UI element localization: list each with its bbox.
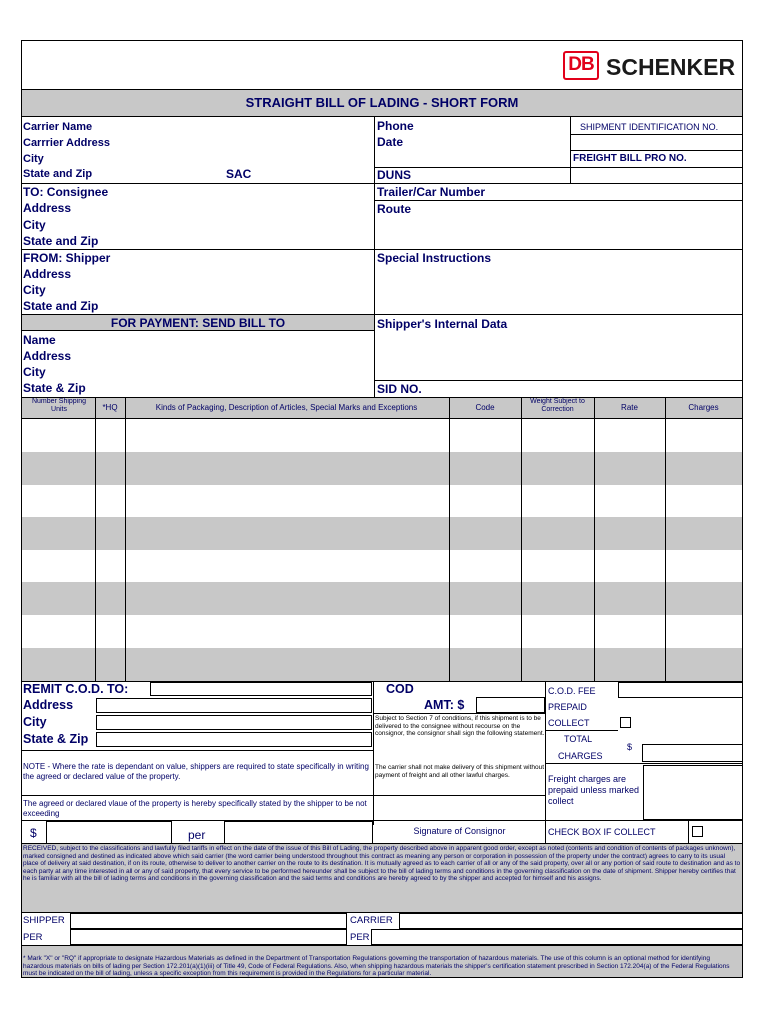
payment-title: FOR PAYMENT: SEND BILL TO (110, 316, 286, 330)
col-charges-header: Charges (688, 403, 719, 412)
shipper-signature-input[interactable] (70, 913, 347, 929)
declared-per-input[interactable] (224, 821, 373, 844)
table-row[interactable] (22, 452, 742, 485)
sid-label: SID NO. (377, 382, 422, 396)
per-label: per (188, 828, 206, 842)
cod-collect-checkbox[interactable] (620, 717, 631, 728)
shipper-state-zip-label: State and Zip (23, 299, 99, 313)
cod-label: COD (386, 682, 414, 696)
remit-cod-label: REMIT C.O.D. TO: (23, 682, 129, 696)
special-instructions-label: Special Instructions (377, 251, 492, 265)
freight-bill-label: FREIGHT BILL PRO NO. (573, 153, 687, 164)
col-weight-header: Weight Subject to Correction (530, 398, 585, 413)
payment-address-label: Address (23, 349, 72, 363)
footnote-text: * Mark "X" or "RQ" if appropriate to designate Hazardous Materials as defined in the Department of Transportation Regulations governing the transportation of hazardous materials. The use of this column is an optional method for identifying hazardous materials on bills of lading per Section 172.201(a)(1)(iii) of Title 49, Code of Federal Regulations. Also, when shipping hazardous materials the shipper's certification statement prescribed in Section 172.204(a) of the Federal Regulations must be indicated on the bill of lading, unless a specific exception from this requirement is provided in the Regulations for a particular material. (23, 955, 730, 977)
carrier-city-label: City (23, 153, 44, 165)
col-kinds-header: Kinds of Packaging, Description of Articles, Special Marks and Exceptions (155, 403, 418, 412)
table-row[interactable] (22, 648, 742, 681)
db-logo-text: DB (568, 54, 594, 75)
cod-state-zip-input[interactable] (96, 732, 372, 747)
freight-charges-box[interactable] (643, 765, 742, 820)
shipper-signature-label: SHIPPER (23, 915, 65, 926)
declared-value-input[interactable] (46, 821, 172, 844)
collect-checkbox[interactable] (692, 826, 703, 837)
trailer-label: Trailer/Car Number (377, 185, 486, 199)
total-label: TOTAL (564, 734, 593, 744)
carrier-state-zip-label: State and Zip (23, 168, 93, 180)
cod-address-label: Address (23, 698, 74, 712)
shipper-per-input[interactable] (70, 929, 347, 945)
declared-value-note: The agreed or declared vlaue of the property is hereby specifically stated by the shipper to be not exceeding (23, 799, 367, 818)
shipper-city-label: City (23, 283, 46, 297)
consignor-signature-field[interactable] (374, 796, 545, 820)
cod-city-input[interactable] (96, 715, 372, 730)
consignee-to-label: TO: Consignee (23, 185, 109, 199)
shipment-id-label: SHIPMENT IDENTIFICATION NO. (580, 122, 719, 132)
table-row[interactable] (22, 517, 742, 550)
cod-fee-input[interactable] (618, 682, 742, 698)
carrier-address-label: Carrrier Address (23, 137, 111, 149)
db-logo-icon (563, 51, 599, 80)
cod-state-zip-label: State & Zip (23, 732, 89, 746)
carrier-per-label: PER (350, 932, 370, 943)
carrier-delivery-note: The carrier shall not make delivery of this shipment without payment of freight and all other lawful charges. (375, 764, 545, 779)
cod-fee-label: C.O.D. FEE (548, 686, 596, 696)
cod-amount-input[interactable] (476, 697, 545, 713)
payment-name-label: Name (23, 333, 56, 347)
rate-note: NOTE - Where the rate is dependant on value, shippers are required to state specifically in writing the agreed or declared value of the property. (23, 762, 369, 781)
payment-city-label: City (23, 365, 46, 379)
schenker-logo-text: SCHENKER (606, 54, 736, 80)
col-code-header: Code (475, 403, 495, 412)
cod-city-label: City (23, 715, 47, 729)
phone-label: Phone (377, 119, 414, 133)
carrier-per-input[interactable] (371, 929, 742, 945)
duns-label: DUNS (377, 168, 412, 182)
date-label: Date (377, 135, 404, 149)
consignee-address-label: Address (23, 201, 72, 215)
table-row[interactable] (22, 582, 742, 615)
freight-charges-note: Freight charges are prepaid unless marked collect (548, 774, 640, 806)
shipper-address-label: Address (23, 267, 72, 281)
section7-note: Subject to Section 7 of conditions, if this shipment is to be delivered to the consignee without recourse on the consignor, the consignor shall sign the following statement. (375, 715, 545, 738)
col-units-header: Number Shipping Units (31, 398, 87, 413)
col-hq-header: *HQ (102, 403, 118, 412)
carrier-name-label: Carrier Name (23, 121, 93, 133)
shipper-from-label: FROM: Shipper (23, 251, 111, 265)
declared-dollar-sign: $ (30, 826, 37, 840)
shipper-internal-label: Shipper's Internal Data (377, 317, 508, 331)
sac-label: SAC (226, 167, 252, 181)
legal-text: RECEIVED, subject to the classifications and lawfully filed tariffs in effect on the date of the issue of this Bill of Lading, the property described above in apparent good order, except as noted (contents and condition of contents of packages unknown), marked consigned and destined as indicated above which said carrier (the word carrier being understood throughout this contract as meaning any person or corporation in possession of the property under the contract) agrees to carry to its usual place of delivery at said destination, if on its route, otherwise to deliver to another carrier on the route to its destination. It is mutually agreed as to each carrier of all or any of the said property, over all or any portion of said route to destination and as to each party at any time interested in all or any of said property, that every service to be performed hereunder shall be subject to the bill of lading terms and conditions in the governing classification on the date of shipment. Shipper hereby certifies that he is familiar with all the bill of lading terms and conditions in the governing classification and the said terms and conditions are hereby agreed to by the shipper and accepted for himself and his assigns. (23, 845, 741, 883)
consignee-state-zip-label: State and Zip (23, 234, 99, 248)
form-title: STRAIGHT BILL OF LADING - SHORT FORM (245, 95, 519, 110)
amt-label: AMT: $ (424, 698, 465, 712)
route-label: Route (377, 202, 411, 216)
col-rate-header: Rate (621, 403, 638, 412)
remit-cod-input[interactable] (150, 682, 372, 696)
collect-label: COLLECT (548, 718, 590, 728)
shipper-per-label: PER (23, 932, 43, 943)
consignee-city-label: City (23, 218, 46, 232)
total-charges-input[interactable] (642, 744, 742, 762)
signature-consignor-label: Signature of Consignor (413, 826, 506, 836)
total-dollar-sign: $ (627, 742, 633, 752)
carrier-signature-label: CARRIER (350, 915, 393, 926)
check-box-collect-label: CHECK BOX IF COLLECT (548, 827, 656, 837)
carrier-signature-input[interactable] (399, 913, 742, 929)
charges-label: CHARGES (558, 751, 603, 761)
cod-address-input[interactable] (96, 698, 372, 713)
payment-state-zip-label: State & Zip (23, 381, 86, 395)
prepaid-label: PREPAID (548, 702, 587, 712)
